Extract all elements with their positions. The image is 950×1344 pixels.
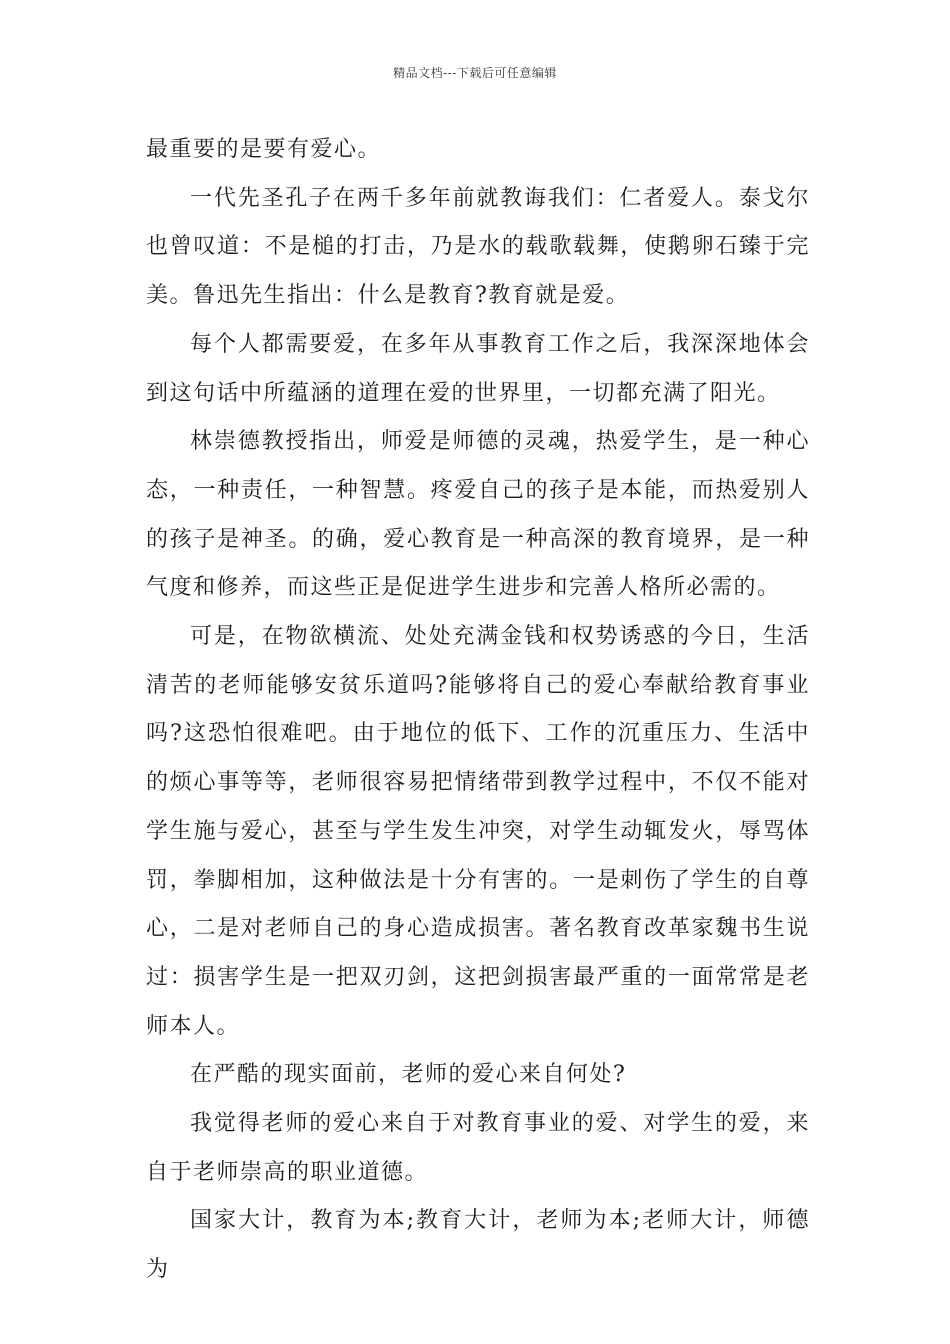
page-header: 精品文档---下载后可任意编辑 [393,66,557,80]
paragraph-8: 国家大计，教育为本;教育大计，老师为本;老师大计，师德为 [146,1208,810,1283]
paragraph-2: 一代先圣孔子在两千多年前就教诲我们：仁者爱人。泰戈尔也曾叹道：不是槌的打击，乃是水的载歌载舞，使鹅卵石臻于完美。鲁迅先生指出：什么是教育?教育就是爱。 [146,185,810,309]
paragraph-3: 每个人都需要爱，在多年从事教育工作之后，我深深地体会到这句话中所蕴涵的道理在爱的世界里，一切都充满了阳光。 [146,331,810,406]
document-body [146,126,810,1295]
paragraph-1: 最重要的是要有爱心。 [146,137,382,162]
paragraph-7: 我觉得老师的爱心来自于对教育事业的爱、对学生的爱，来自于老师崇高的职业道德。 [146,1111,810,1185]
paragraph-5: 可是，在物欲横流、处处充满金钱和权势诱惑的今日，生活清苦的老师能够安贫乐道吗?能够将自己的爱心奉献给教育事业吗?这恐怕很难吧。由于地位的低下、工作的沉重压力、生活中的烦心事等等，老师很容易把情绪带到教学过程中，不仅不能对学生施与爱心，甚至与学生发生冲突，对学生动辄发火，辱骂体罚，拳脚相加，这种做法是十分有害的。一是刺伤了学生的自尊心，二是对老师自己的身心造成损害。著名教育改革家魏书生说过：损害学生是一把双刃剑，这把剑损害最严重的一面常常是老师本人。 [146,624,810,1039]
paragraph-4: 林崇德教授指出，师爱是师德的灵魂，热爱学生，是一种心态，一种责任，一种智慧。疼爱自己的孩子是本能，而热爱别人的孩子是神圣。的确，爱心教育是一种高深的教育境界，是一种气度和修养，而这些正是促进学生进步和完善人格所必需的。 [146,429,810,601]
paragraph-6: 在严酷的现实面前，老师的爱心来自何处? [190,1062,627,1088]
